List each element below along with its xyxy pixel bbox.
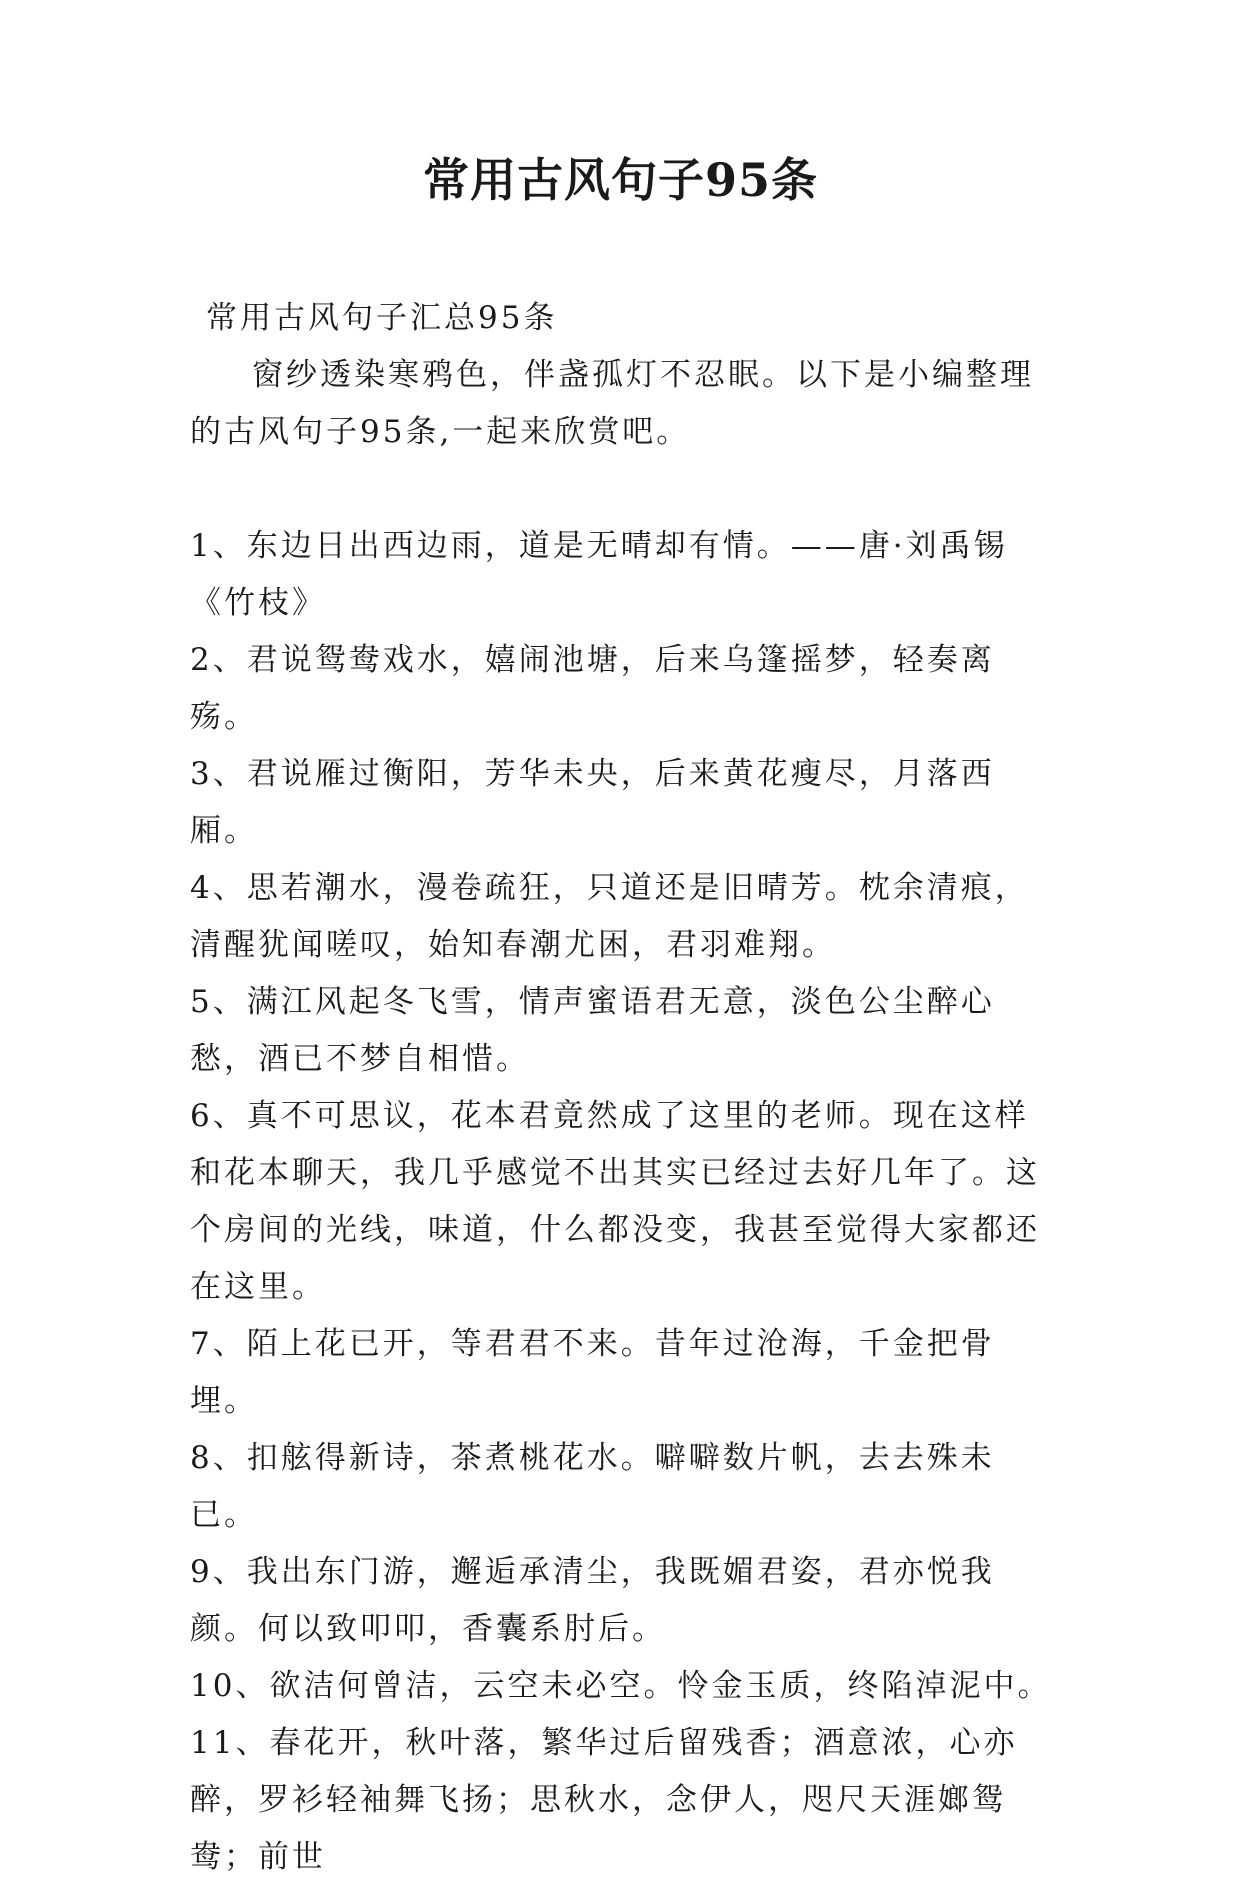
list-item: 9、我出东门游，邂逅承清尘，我既媚君姿，君亦悦我颜。何以致叩叩，香囊系肘后。 xyxy=(190,1554,995,1647)
list-item: 2、君说鸳鸯戏水，嬉闹池塘，后来乌篷摇梦，轻奏离殇。 xyxy=(190,642,995,735)
document-body xyxy=(190,290,1060,1886)
list-item: 7、陌上花已开，等君君不来。昔年过沧海，千金把骨埋。 xyxy=(190,1326,995,1419)
intro-paragraph: 窗纱透染寒鸦色，伴盏孤灯不忍眠。以下是小编整理的古风句子95条,一起来欣赏吧。 xyxy=(190,357,1034,450)
list-item: 10、欲洁何曾洁，云空未必空。怜金玉质，终陷淖泥中。 xyxy=(190,1668,1052,1704)
list-item: 3、君说雁过衡阳，芳华未央，后来黄花瘦尽，月落西厢。 xyxy=(190,756,995,849)
list-item: 6、真不可思议，花本君竟然成了这里的老师。现在这样和花本聊天，我几乎感觉不出其实已经过去好几年了。这个房间的光线，味道，什么都没变，我甚至觉得大家都还在这里。 xyxy=(190,1098,1040,1305)
list-item: 1、东边日出西边雨，道是无晴却有情。——唐·刘禹锡《竹枝》 xyxy=(190,528,1008,621)
list-item: 11、春花开，秋叶落，繁华过后留残香；酒意浓，心亦醉，罗衫轻袖舞飞扬；思秋水，念伊人，咫尺天涯嫏鸳鸯；前世 xyxy=(190,1725,1018,1875)
document-title: 常用古风句子95条 xyxy=(422,153,818,207)
list-item: 8、扣舷得新诗，茶煮桃花水。噼噼数片帆，去去殊未已。 xyxy=(190,1440,995,1533)
document-subtitle: 常用古风句子汇总95条 xyxy=(206,300,558,336)
list-item: 5、满江风起冬飞雪，情声蜜语君无意，淡色公尘醉心愁，酒已不梦自相惜。 xyxy=(190,984,995,1077)
list-item: 4、思若潮水，漫卷疏狂，只道还是旧晴芳。枕余清痕，清醒犹闻嗟叹，始知春潮尤困，君羽难翔。 xyxy=(190,870,1029,963)
paragraph-spacer xyxy=(190,461,1060,518)
